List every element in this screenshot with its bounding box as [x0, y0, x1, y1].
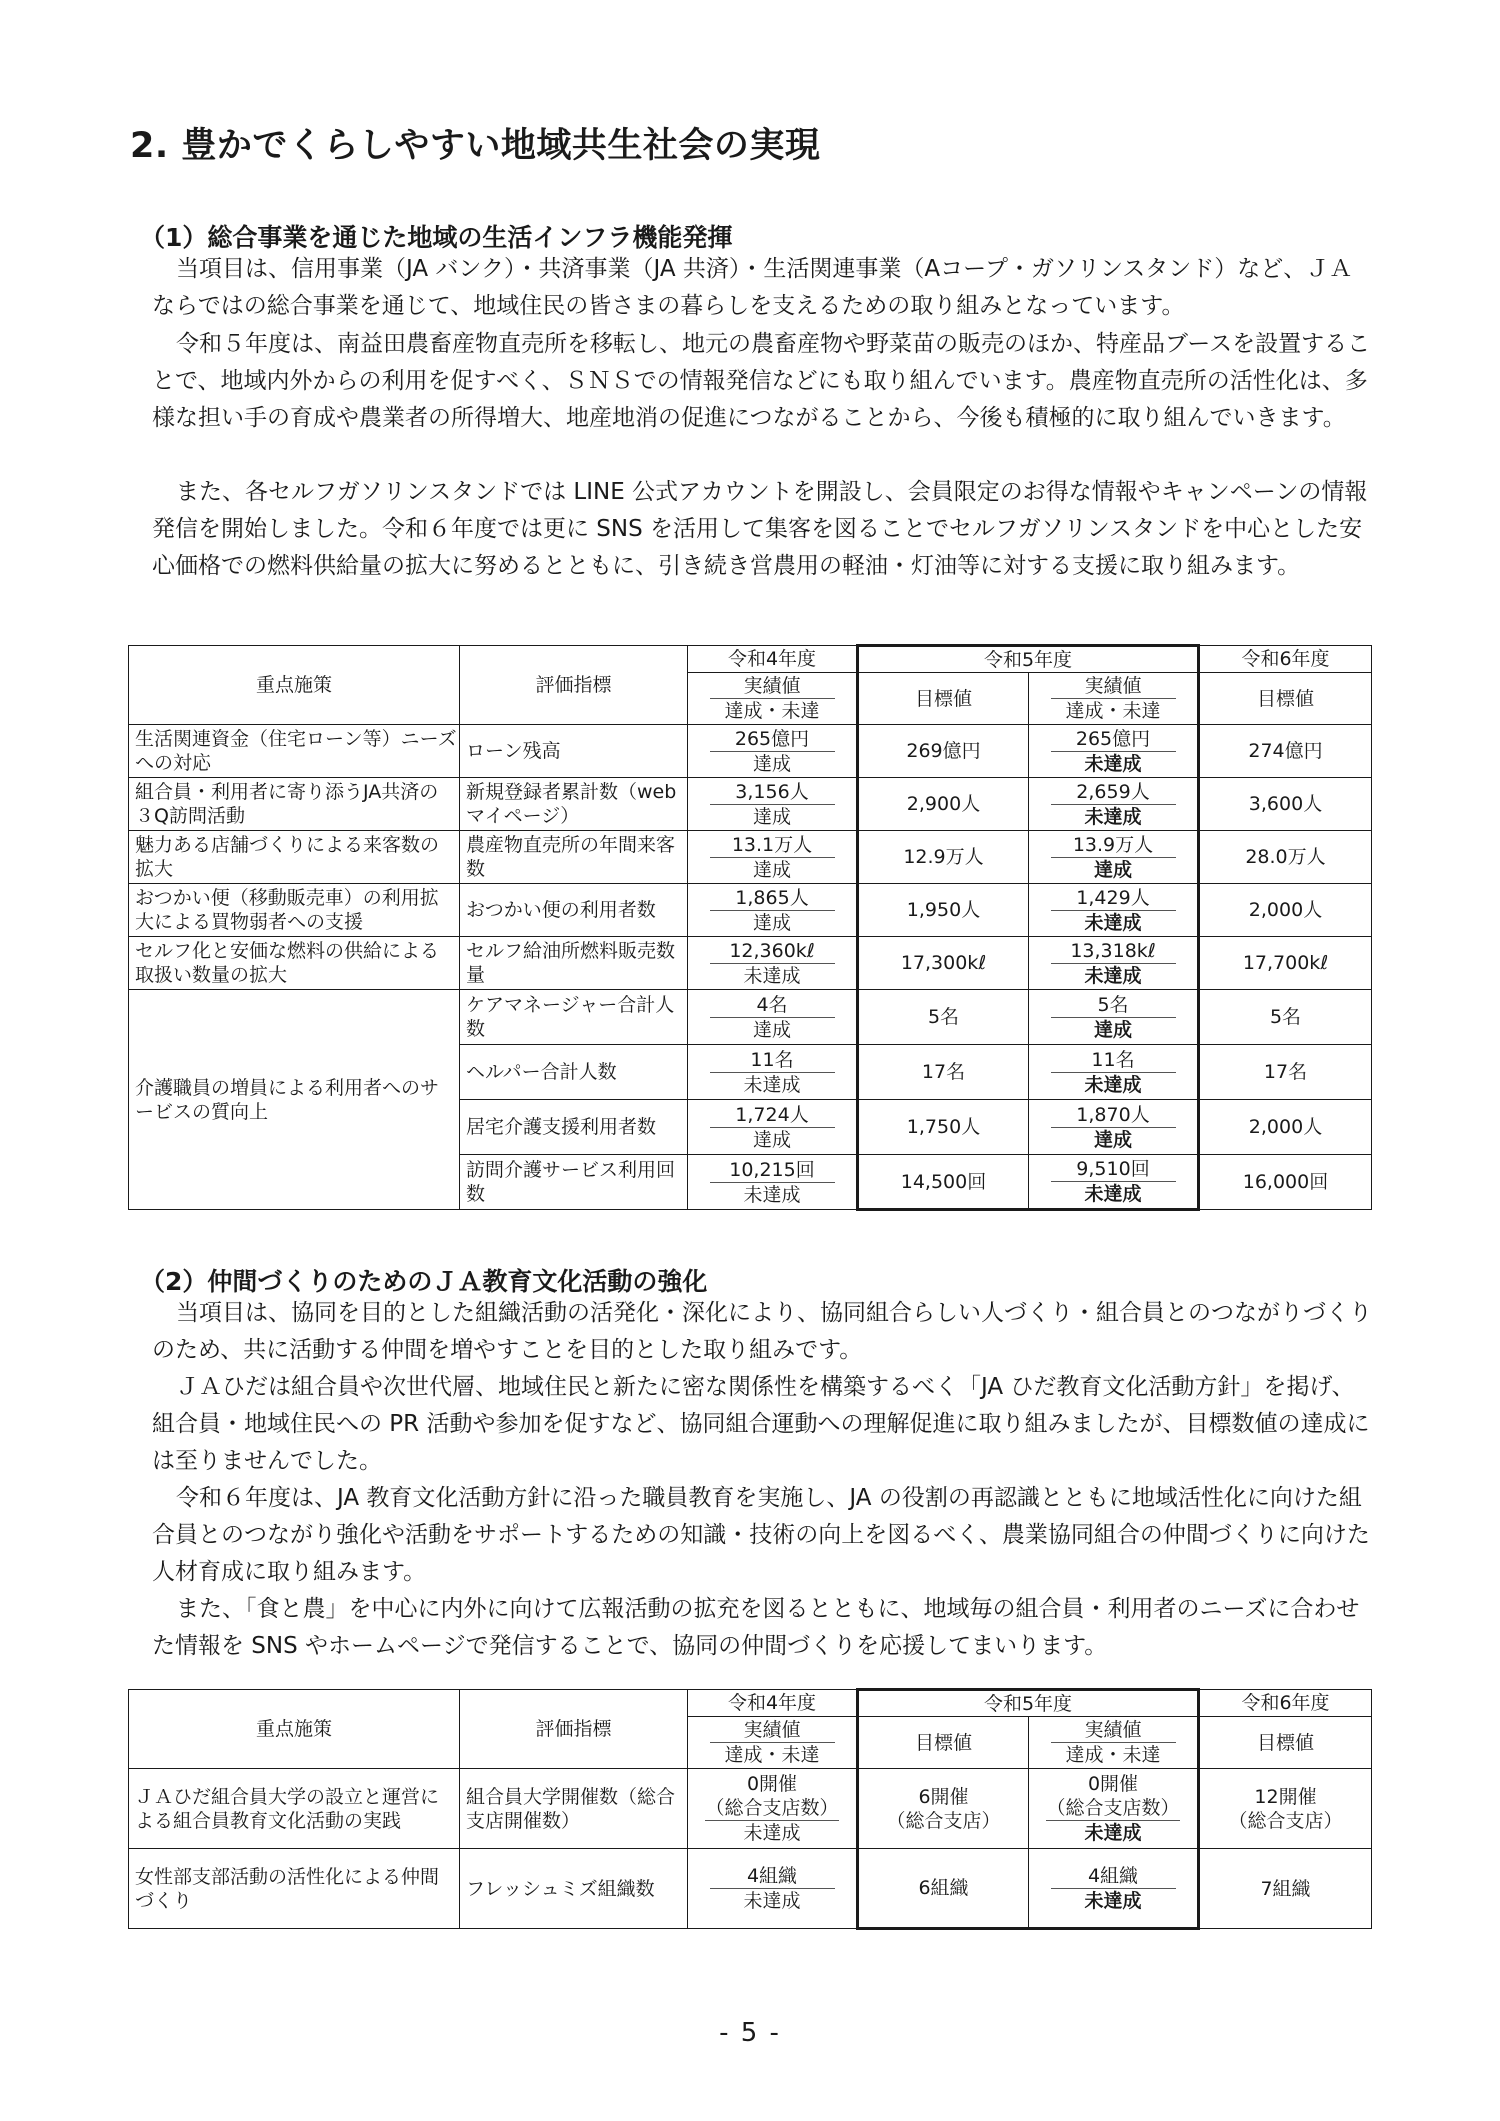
r4-result-cell — [688, 884, 858, 937]
r6-target-cell — [1199, 725, 1372, 778]
r5-target-cell-stack — [859, 951, 1028, 975]
r5-target-cell-stack — [859, 1876, 1028, 1900]
kpi-table-2-body — [129, 1769, 1372, 1929]
value-line: 28.0万人 — [1245, 846, 1326, 868]
section2-paragraph: また、「食と農」を中心に内外に向けて広報活動の拡充を図るとともに、地域毎の組合員・利用者のニーズに合わせた情報を SNS やホームページで発信することで、協同の仲間づくりを応援してまいります。 — [152, 1596, 1360, 1659]
value-line: 4組織 — [710, 1864, 835, 1889]
r4-result-cell-stack — [688, 993, 856, 1042]
section1-paragraph: また、各セルフガソリンスタンドでは LINE 公式アカウントを開設し、会員限定のお得な情報やキャンペーンの情報発信を開始しました。令和６年度では更に SNS を活用して集客を図ることでセルフガソリンスタンドを中心とした安心価格での燃料供給量の拡大に努めるとともに、引き続き営農用の軽油・灯油等に対する支援に取り組みます。 — [152, 479, 1368, 579]
r4-result-cell-stack — [688, 1103, 856, 1152]
header-r5-target: 目標値 — [858, 673, 1029, 725]
indicator-cell: 居宅介護支援利用者数 — [460, 1100, 688, 1155]
section2-paragraph: 当項目は、協同を目的とした組織活動の活発化・深化により、協同組合らしい人づくり・組合員とのつながりづくりのため、共に活動する仲間を増やすことを目的とした取り組みです。 — [152, 1300, 1372, 1363]
indicator-cell: ヘルパー合計人数 — [460, 1045, 688, 1100]
r5-result-cell-stack — [1029, 939, 1197, 988]
value-line: 17,300kℓ — [900, 952, 987, 974]
r5-target-cell-stack — [859, 845, 1028, 869]
r4-result-cell — [688, 1769, 858, 1849]
value-line: 1,865人 — [710, 886, 835, 911]
status-line: 未達成 — [1084, 964, 1142, 987]
indicator-cell: 組合員大学開催数（総合支店開催数） — [460, 1769, 688, 1849]
r5-result-cell-stack — [1029, 1157, 1197, 1206]
r4-result-cell — [688, 990, 858, 1045]
section2-paragraph: ＪＡひだは組合員や次世代層、地域住民と新たに密な関係性を構築するべく「JA ひだ教育文化活動方針」を掲げ、組合員・地域住民への PR 活動や参加を促すなど、協同組合運動への理解促進に取り組みましたが、目標数値の達成には至りませんでした。 — [152, 1374, 1370, 1474]
status-line: 未達成 — [743, 1890, 801, 1912]
r5-result-cell-stack — [1029, 1103, 1197, 1152]
r5-result-cell — [1029, 725, 1199, 778]
r6-target-cell — [1199, 990, 1372, 1045]
kpi-table-1-body — [129, 725, 1372, 1210]
r6-target-cell-stack — [1200, 845, 1371, 869]
table-row — [129, 884, 1372, 937]
r5-target-cell — [858, 1045, 1029, 1100]
header-r5-actual: 実績値 達成・未達 — [1029, 1717, 1199, 1769]
value-line: 17名 — [1263, 1061, 1308, 1083]
value-line: 17名 — [921, 1061, 966, 1083]
status-line: 達成 — [752, 1018, 791, 1041]
kpi-table-2 — [128, 1688, 1372, 1930]
status-line: 未達成 — [743, 964, 801, 987]
value-line: 1,429人 — [1051, 886, 1176, 911]
header-r6: 令和6年度 — [1199, 646, 1372, 673]
r5-result-cell — [1029, 1769, 1199, 1849]
r5-target-cell — [858, 778, 1029, 831]
page-heading: 2. 豊かでくらしやすい地域共生社会の実現 — [130, 126, 821, 166]
status-line: 未達成 — [1084, 1822, 1142, 1844]
value-line: 11名 — [710, 1048, 835, 1073]
header-measure: 重点施策 — [129, 1690, 460, 1769]
r5-result-cell-stack — [1029, 993, 1197, 1042]
table-row — [129, 1769, 1372, 1849]
r6-target-cell-stack — [1200, 792, 1371, 816]
table-row — [129, 725, 1372, 778]
table-row — [129, 1849, 1372, 1929]
r6-target-cell-stack — [1200, 1785, 1371, 1833]
value-line: 2,000人 — [1248, 899, 1323, 921]
r6-target-cell-stack — [1200, 1115, 1371, 1139]
r4-result-cell — [688, 725, 858, 778]
indicator-cell: セルフ給油所燃料販売数量 — [460, 937, 688, 990]
indicator-cell: ケアマネージャー合計人数 — [460, 990, 688, 1045]
r4-result-cell-stack — [688, 833, 856, 882]
status-line: 達成 — [752, 911, 791, 934]
r5-result-cell-stack — [1029, 1048, 1197, 1097]
header-r4-actual: 実績値 達成・未達 — [688, 1717, 858, 1769]
r6-target-cell-stack — [1200, 1170, 1371, 1194]
value-line: 265億円 — [710, 727, 835, 752]
r5-target-cell-stack — [859, 739, 1028, 763]
r4-result-cell-stack — [688, 1772, 856, 1845]
status-line: 未達成 — [743, 1183, 801, 1206]
table-row — [129, 937, 1372, 990]
value-line: 5名 — [927, 1006, 960, 1028]
r5-target-cell-stack — [859, 898, 1028, 922]
header-r5-target: 目標値 — [858, 1717, 1029, 1769]
section2-paragraph: 令和６年度は、JA 教育文化活動方針に沿った職員教育を実施し、JA の役割の再認識とともに地域活性化に向けた組合員とのつながり強化や活動をサポートするための知識・技術の向上を図るべく、農業協同組合の仲間づくりに向けた人材育成に取り組みます。 — [152, 1485, 1370, 1585]
status-line: 未達成 — [1084, 911, 1142, 934]
r5-target-cell — [858, 831, 1029, 884]
r5-target-cell — [858, 725, 1029, 778]
r4-result-cell-stack — [688, 1864, 856, 1913]
r4-result-cell — [688, 831, 858, 884]
indicator-cell: フレッシュミズ組織数 — [460, 1849, 688, 1929]
r4-result-cell — [688, 1849, 858, 1929]
r4-result-cell — [688, 1100, 858, 1155]
status-line: 未達成 — [1084, 1183, 1142, 1205]
r6-target-cell — [1199, 1849, 1372, 1929]
r5-target-cell — [858, 1769, 1029, 1849]
kpi-table-1 — [128, 644, 1372, 1211]
value-line: 1,750人 — [906, 1116, 981, 1138]
section2-title: （2）仲間づくりのためのＪＡ教育文化活動の強化 — [140, 1267, 708, 1296]
header-indicator: 評価指標 — [460, 1690, 688, 1769]
indicator-cell: 新規登録者累計数（webマイページ） — [460, 778, 688, 831]
table-row — [129, 778, 1372, 831]
r4-result-cell-stack — [688, 1158, 856, 1207]
status-line: 未達成 — [743, 1073, 801, 1096]
r5-target-cell-stack — [859, 1060, 1028, 1084]
measure-cell: 女性部支部活動の活性化による仲間づくり — [129, 1849, 460, 1929]
r5-result-cell — [1029, 1045, 1199, 1100]
value-line: 12.9万人 — [903, 846, 984, 868]
r6-target-cell-stack — [1200, 1005, 1371, 1029]
value-line: 1,724人 — [710, 1103, 835, 1128]
value-line: 6組織 — [918, 1877, 969, 1899]
value-line: 265億円 — [1051, 727, 1176, 752]
value-line: 3,156人 — [710, 780, 835, 805]
r5-target-cell-stack — [859, 1005, 1028, 1029]
r4-result-cell — [688, 778, 858, 831]
r6-target-cell — [1199, 1100, 1372, 1155]
header-indicator: 評価指標 — [460, 646, 688, 725]
header-measure: 重点施策 — [129, 646, 460, 725]
value-line: 13,318kℓ — [1051, 939, 1176, 964]
r5-result-cell — [1029, 1849, 1199, 1929]
r6-target-cell — [1199, 1155, 1372, 1210]
value-line: 0開催 — [746, 1773, 798, 1795]
r5-target-cell — [858, 1155, 1029, 1210]
header-r6-target: 目標値 — [1199, 673, 1372, 725]
status-line: 達成 — [1093, 858, 1132, 881]
r4-result-cell-stack — [688, 780, 856, 829]
header-r4: 令和4年度 — [688, 646, 858, 673]
status-line: 未達成 — [743, 1822, 801, 1844]
status-line: 未達成 — [1084, 805, 1142, 828]
measure-cell: 介護職員の増員による利用者へのサービスの質向上 — [129, 990, 460, 1210]
r5-target-cell-stack — [859, 1170, 1028, 1194]
r5-result-cell — [1029, 778, 1199, 831]
section1-paragraph: 令和５年度は、南益田農畜産物直売所を移転し、地元の農畜産物や野菜苗の販売のほか、特産品ブースを設置することで、地域内外からの利用を促すべく、ＳＮＳでの情報発信などにも取り組んでいます。農産物直売所の活性化は、多様な担い手の育成や農業者の所得増大、地産地消の促進につながることから、今後も積極的に取り組んでいきます。 — [152, 331, 1371, 431]
indicator-cell: ローン残高 — [460, 725, 688, 778]
value-line: 7組織 — [1260, 1877, 1311, 1900]
status-line: 達成 — [752, 1128, 791, 1151]
value-line: 17,700kℓ — [1242, 952, 1329, 974]
value-line: 6開催 — [918, 1785, 969, 1808]
r6-target-cell-stack — [1200, 898, 1371, 922]
header-r4: 令和4年度 — [688, 1690, 858, 1717]
r5-result-cell-stack — [1029, 780, 1197, 829]
r5-result-cell — [1029, 884, 1199, 937]
r6-target-cell — [1199, 937, 1372, 990]
value-line: 2,659人 — [1051, 780, 1176, 805]
r4-result-cell-stack — [688, 727, 856, 776]
value-line: 12開催 — [1254, 1785, 1317, 1808]
measure-cell: 組合員・利用者に寄り添うJA共済の３Q訪問活動 — [129, 778, 460, 831]
r4-result-cell-stack — [688, 886, 856, 935]
value-line: 2,900人 — [906, 793, 981, 815]
measure-cell: 生活関連資金（住宅ローン等）ニーズへの対応 — [129, 725, 460, 778]
r6-target-cell-stack — [1200, 951, 1371, 975]
value-line: 9,510回 — [1051, 1157, 1176, 1182]
header-r5-actual: 実績値 達成・未達 — [1029, 673, 1199, 725]
status-line: 達成 — [1093, 1018, 1132, 1041]
value-line: 2,000人 — [1248, 1116, 1323, 1138]
measure-cell: おつかい便（移動販売車）の利用拡大による買物弱者への支援 — [129, 884, 460, 937]
value-line: 16,000回 — [1242, 1171, 1329, 1193]
header-r5: 令和5年度 — [858, 646, 1199, 673]
section1-title: （1）総合事業を通じた地域の生活インフラ機能発揮 — [140, 223, 733, 252]
value-line: 5名 — [1269, 1006, 1302, 1028]
r6-target-cell-stack — [1200, 1877, 1371, 1901]
indicator-cell: 訪問介護サービス利用回数 — [460, 1155, 688, 1210]
r6-target-cell-stack — [1200, 739, 1371, 763]
value-line: 14,500回 — [900, 1170, 987, 1193]
r5-result-cell — [1029, 990, 1199, 1045]
r5-target-cell-stack — [859, 792, 1028, 816]
r5-result-cell-stack — [1029, 1772, 1197, 1845]
r4-result-cell-stack — [688, 939, 856, 988]
header-r5: 令和5年度 — [858, 1690, 1199, 1717]
r5-result-cell — [1029, 831, 1199, 884]
page-number: - 5 - — [719, 2018, 781, 2048]
value-line: 5名 — [1051, 993, 1176, 1018]
value-line: （総合支店数） — [1046, 1797, 1180, 1819]
value-line: 13.1万人 — [710, 833, 835, 858]
r5-target-cell — [858, 1100, 1029, 1155]
r4-result-cell — [688, 937, 858, 990]
header-r6: 令和6年度 — [1199, 1690, 1372, 1717]
value-line: 3,600人 — [1248, 793, 1323, 815]
value-line: 0開催 — [1087, 1773, 1139, 1795]
r5-target-cell-stack — [859, 1115, 1028, 1139]
measure-cell: セルフ化と安価な燃料の供給による取扱い数量の拡大 — [129, 937, 460, 990]
r6-target-cell-stack — [1200, 1060, 1371, 1084]
value-line: 1,870人 — [1051, 1103, 1176, 1128]
r5-result-cell-stack — [1029, 727, 1197, 776]
measure-cell: 魅力ある店舗づくりによる来客数の拡大 — [129, 831, 460, 884]
status-line: 達成 — [752, 858, 791, 881]
r4-result-cell — [688, 1155, 858, 1210]
r5-result-cell-stack — [1029, 886, 1197, 935]
r6-target-cell — [1199, 778, 1372, 831]
value-line: 1,950人 — [906, 899, 981, 921]
r5-target-cell — [858, 884, 1029, 937]
r5-result-cell — [1029, 1155, 1199, 1210]
value-line: （総合支店） — [1228, 1809, 1343, 1832]
indicator-cell: おつかい便の利用者数 — [460, 884, 688, 937]
value-line: 274億円 — [1248, 740, 1323, 762]
status-line: 未達成 — [1084, 1073, 1142, 1096]
r5-result-cell-stack — [1029, 833, 1197, 882]
r5-result-cell — [1029, 1100, 1199, 1155]
value-line: 4名 — [710, 993, 835, 1018]
value-line: （総合支店数） — [705, 1797, 839, 1819]
value-line: 10,215回 — [710, 1158, 835, 1183]
value-line: 11名 — [1051, 1048, 1176, 1073]
status-line: 達成 — [752, 805, 791, 828]
r6-target-cell — [1199, 831, 1372, 884]
header-r4-actual: 実績値 達成・未達 — [688, 673, 858, 725]
status-line: 達成 — [752, 752, 791, 775]
status-line: 達成 — [1093, 1128, 1132, 1151]
r4-result-cell — [688, 1045, 858, 1100]
table-row — [129, 990, 1372, 1045]
r5-target-cell-stack — [859, 1785, 1028, 1833]
r5-target-cell — [858, 937, 1029, 990]
value-line: 12,360kℓ — [710, 939, 835, 964]
indicator-cell: 農産物直売所の年間来客数 — [460, 831, 688, 884]
r6-target-cell — [1199, 1045, 1372, 1100]
section1-paragraph: 当項目は、信用事業（JA バンク）・共済事業（JA 共済）・生活関連事業（Aコープ・ガソリンスタンド）など、ＪＡならではの総合事業を通じて、地域住民の皆さまの暮らしを支えるための取り組みとなっています。 — [152, 256, 1353, 319]
r5-target-cell — [858, 1849, 1029, 1929]
r4-result-cell-stack — [688, 1048, 856, 1097]
measure-cell: ＪＡひだ組合員大学の設立と運営による組合員教育文化活動の実践 — [129, 1769, 460, 1849]
value-line: 4組織 — [1051, 1864, 1176, 1889]
header-r6-target: 目標値 — [1199, 1717, 1372, 1769]
r5-target-cell — [858, 990, 1029, 1045]
r5-result-cell — [1029, 937, 1199, 990]
r6-target-cell — [1199, 884, 1372, 937]
value-line: 269億円 — [906, 740, 981, 762]
status-line: 未達成 — [1084, 1889, 1142, 1912]
table-row — [129, 831, 1372, 884]
r6-target-cell — [1199, 1769, 1372, 1849]
r5-result-cell-stack — [1029, 1864, 1197, 1913]
value-line: 13.9万人 — [1051, 833, 1176, 858]
status-line: 未達成 — [1084, 752, 1142, 775]
value-line: （総合支店） — [886, 1809, 1001, 1832]
